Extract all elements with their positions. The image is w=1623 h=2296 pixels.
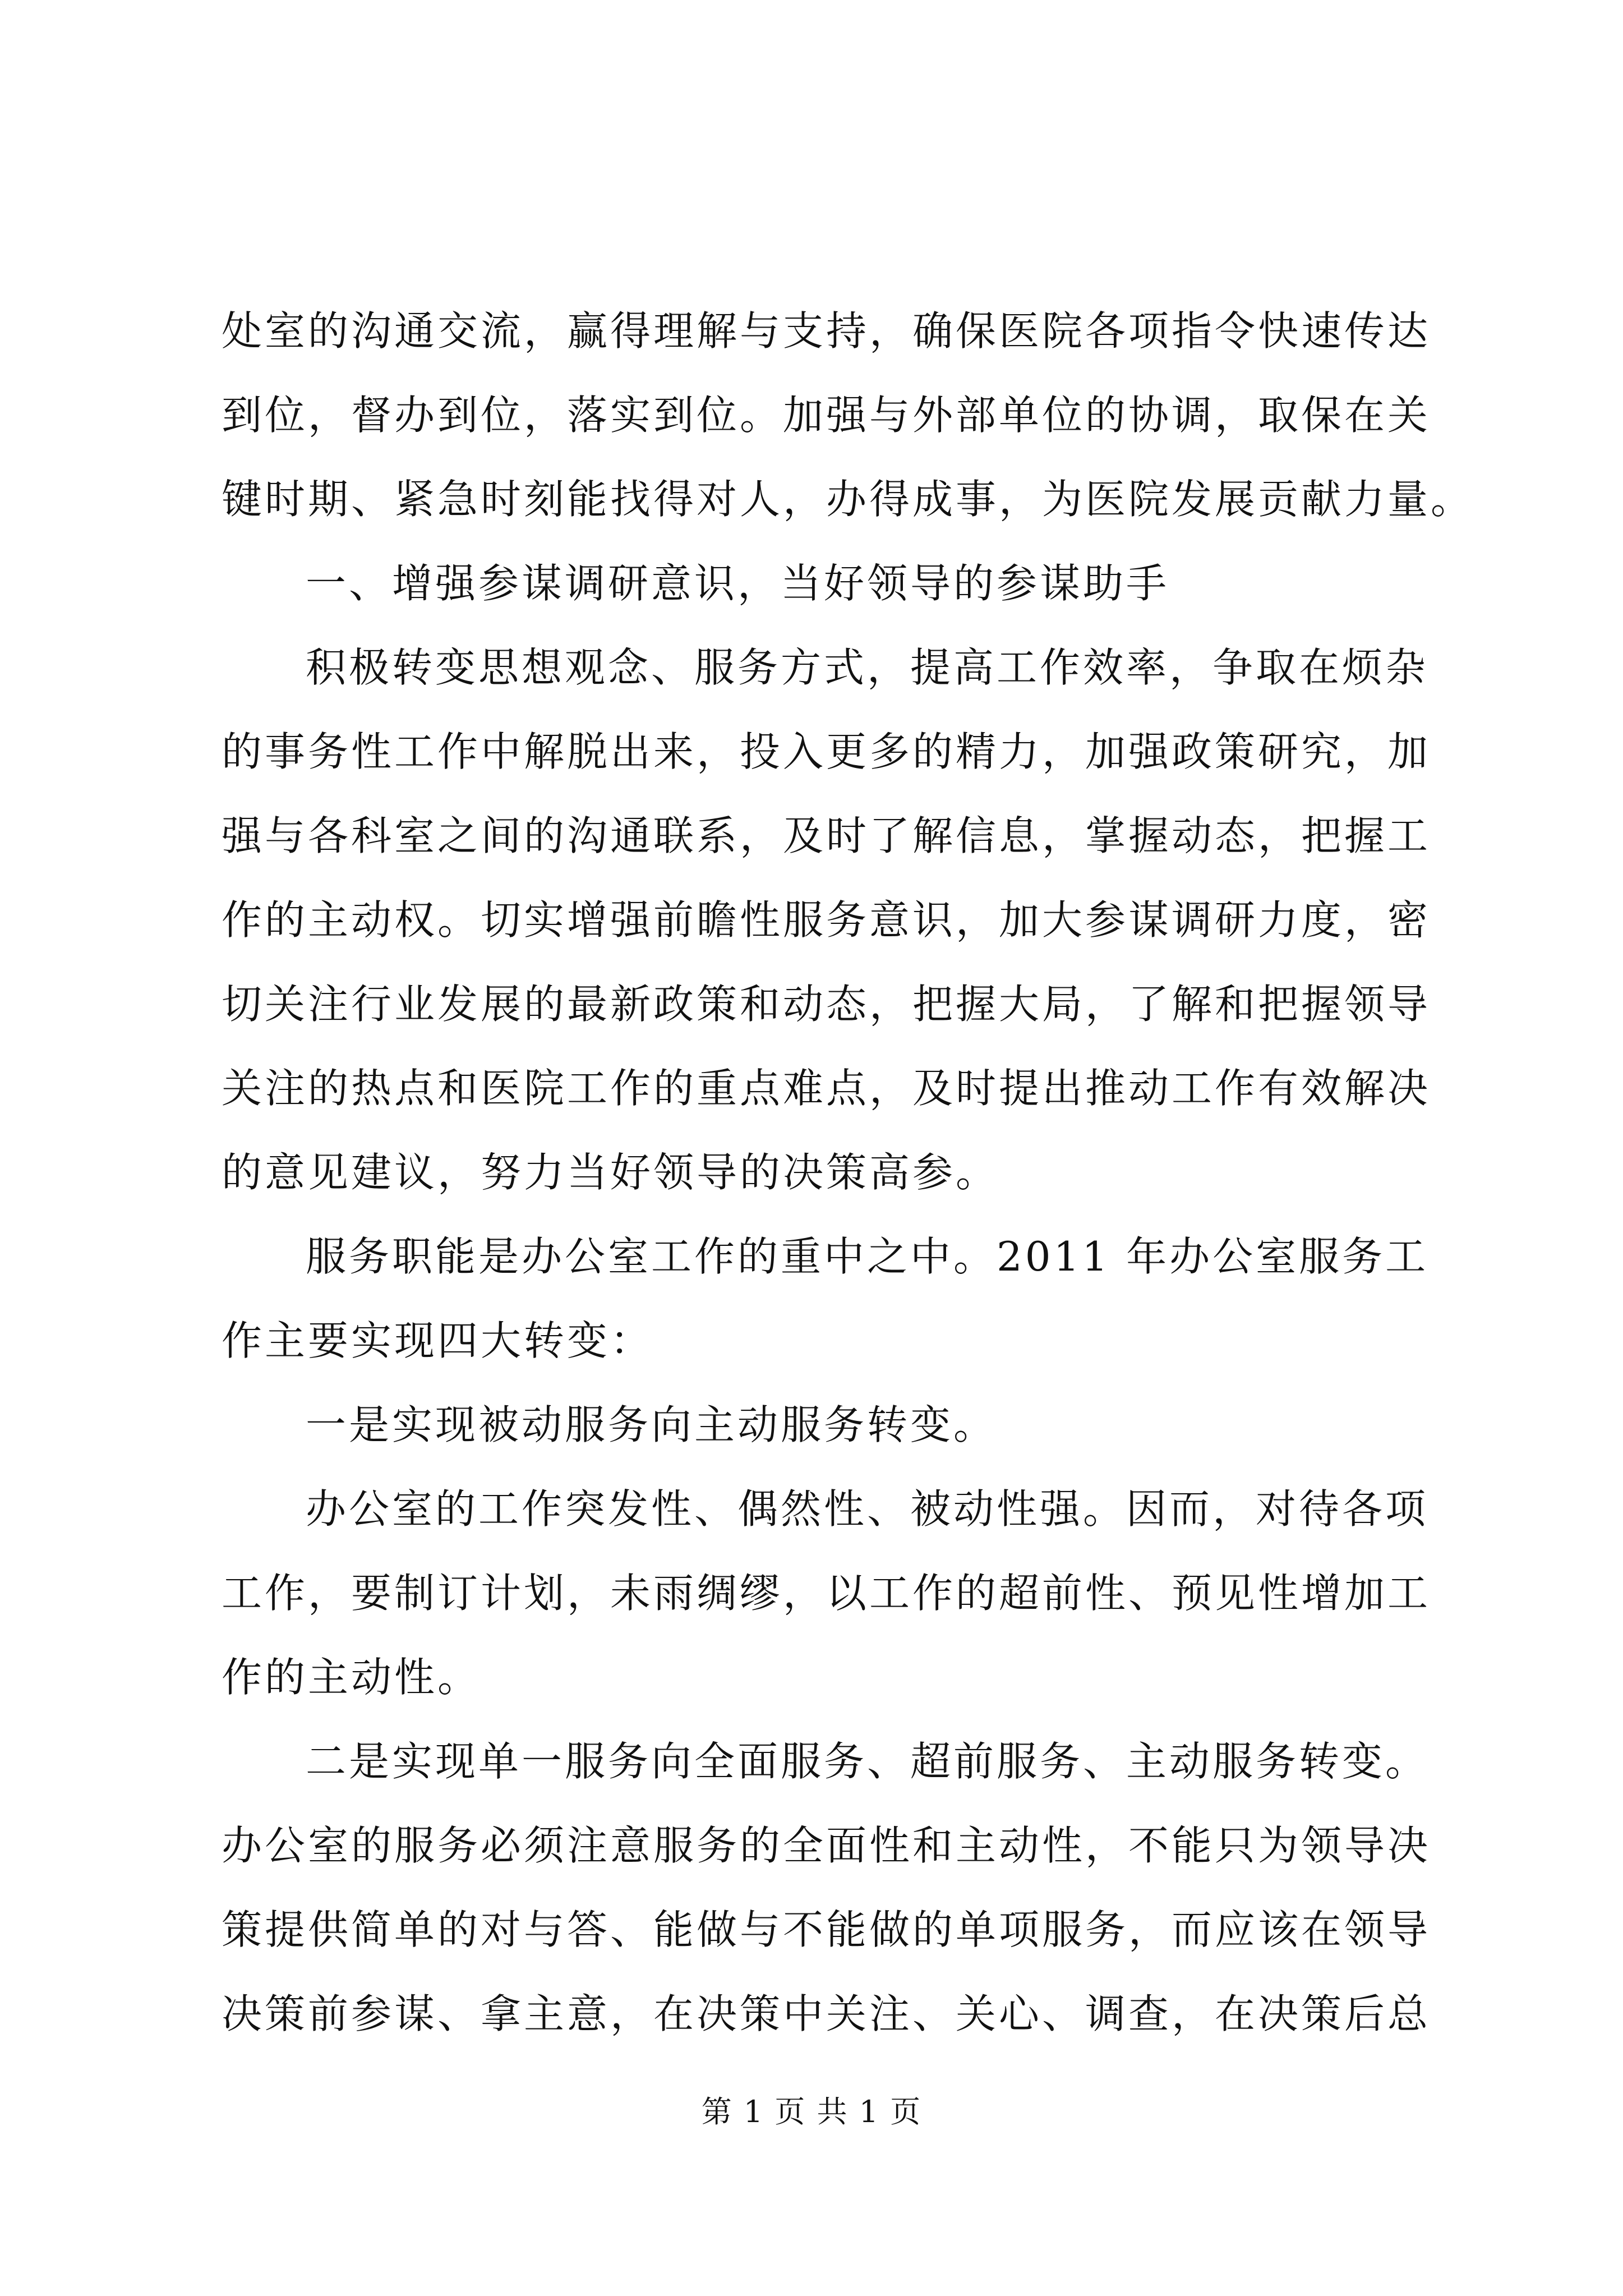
text-line: 到位，督办到位，落实到位。加强与外部单位的协调，取保在关 bbox=[222, 392, 1431, 439]
text-line: 的意见建议，努力当好领导的决策高参。 bbox=[222, 1149, 999, 1196]
text-line: 作的主动权。切实增强前瞻性服务意识，加大参谋调研力度，密 bbox=[222, 896, 1431, 944]
paragraph-start: 一是实现被动服务向主动服务转变。 bbox=[306, 1401, 997, 1448]
document-body bbox=[222, 289, 1474, 2056]
text-line: 关注的热点和医院工作的重点难点，及时提出推动工作有效解决 bbox=[222, 1065, 1431, 1112]
text-line: 办公室的服务必须注意服务的全面性和主动性，不能只为领导决 bbox=[222, 1822, 1431, 1869]
paragraph-start: 积极转变思想观念、服务方式，提高工作效率，争取在烦杂 bbox=[306, 644, 1429, 691]
text-line: 作的主动性。 bbox=[222, 1654, 481, 1701]
text-line: 作主要实现四大转变： bbox=[222, 1317, 654, 1364]
text-line: 切关注行业发展的最新政策和动态，把握大局，了解和把握领导 bbox=[222, 981, 1431, 1028]
text-line: 决策前参谋、拿主意，在决策中关注、关心、调查，在决策后总 bbox=[222, 1990, 1431, 2037]
text-line: 强与各科室之间的沟通联系，及时了解信息，掌握动态，把握工 bbox=[222, 812, 1431, 859]
text-line: 工作，要制订计划，未雨绸缪，以工作的超前性、预见性增加工 bbox=[222, 1570, 1431, 1617]
paragraph-start: 服务职能是办公室工作的重中之中。2011 年办公室服务工 bbox=[306, 1233, 1429, 1280]
paragraph-start: 二是实现单一服务向全面服务、超前服务、主动服务转变。 bbox=[306, 1738, 1429, 1785]
page-number-label: 第 1 页 共 1 页 bbox=[701, 2094, 922, 2129]
paragraph-start: 办公室的工作突发性、偶然性、被动性强。因而，对待各项 bbox=[306, 1485, 1429, 1533]
text-line: 键时期、紧急时刻能找得对人，办得成事，为医院发展贡献力量。 bbox=[222, 476, 1474, 523]
text-line: 策提供简单的对与答、能做与不能做的单项服务，而应该在领导 bbox=[222, 1906, 1431, 1953]
text-line: 处室的沟通交流，赢得理解与支持，确保医院各项指令快速传达 bbox=[222, 307, 1431, 355]
section-heading: 一、增强参谋调研意识，当好领导的参谋助手 bbox=[306, 560, 1170, 607]
text-line: 的事务性工作中解脱出来，投入更多的精力，加强政策研究，加 bbox=[222, 728, 1431, 775]
page-footer bbox=[0, 2090, 1623, 2134]
